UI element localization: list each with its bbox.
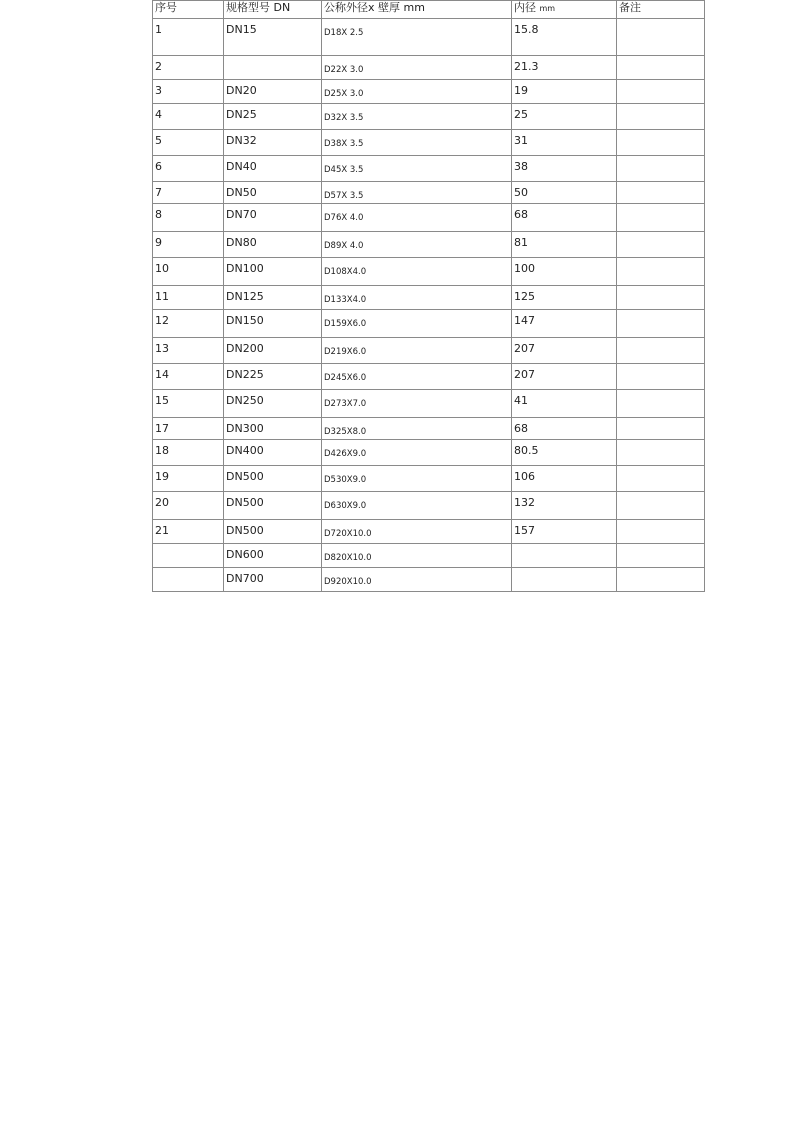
row-inner-cell: 38 [512,156,617,182]
row-remark-cell [617,232,705,258]
row-dn-cell: DN600 [224,544,322,568]
row-dn-cell: DN70 [224,204,322,232]
row-inner-cell: 207 [512,364,617,390]
table-row [153,56,705,80]
row-remark-cell [617,418,705,440]
table-row [153,568,705,592]
row-seq-cell: 9 [153,232,224,258]
row-spec-cell: D45X 3.5 [322,156,512,182]
row-spec-cell: D920X10.0 [322,568,512,592]
row-seq-cell: 4 [153,104,224,130]
row-remark-cell [617,258,705,286]
row-remark-cell [617,520,705,544]
row-inner-cell: 50 [512,182,617,204]
row-inner-cell: 106 [512,466,617,492]
row-inner-cell: 100 [512,258,617,286]
row-dn-cell: DN20 [224,80,322,104]
row-seq-cell: 3 [153,80,224,104]
row-remark-cell [617,130,705,156]
row-seq-cell [153,544,224,568]
row-remark-cell [617,204,705,232]
row-dn-cell: DN125 [224,286,322,310]
table-row [153,286,705,310]
row-remark-cell [617,390,705,418]
row-dn-cell: DN25 [224,104,322,130]
row-seq-cell: 7 [153,182,224,204]
table-row [153,156,705,182]
row-spec-cell: D720X10.0 [322,520,512,544]
row-spec-cell: D426X9.0 [322,440,512,466]
row-dn-cell: DN400 [224,440,322,466]
row-remark-cell [617,440,705,466]
row-inner-cell: 81 [512,232,617,258]
row-remark-cell [617,19,705,56]
row-dn-cell: DN100 [224,258,322,286]
row-spec-cell: D273X7.0 [322,390,512,418]
row-seq-cell: 6 [153,156,224,182]
table-row [153,80,705,104]
header-seq: 序号 [153,1,224,19]
row-remark-cell [617,182,705,204]
pipe-spec-table [152,0,705,592]
row-spec-cell: D325X8.0 [322,418,512,440]
row-seq-cell: 12 [153,310,224,338]
row-dn-cell: DN700 [224,568,322,592]
row-dn-cell: DN150 [224,310,322,338]
row-dn-cell: DN250 [224,390,322,418]
table-row [153,520,705,544]
row-inner-cell: 15.8 [512,19,617,56]
row-inner-cell: 25 [512,104,617,130]
row-remark-cell [617,492,705,520]
row-spec-cell: D76X 4.0 [322,204,512,232]
table-row [153,338,705,364]
row-spec-cell: D38X 3.5 [322,130,512,156]
row-seq-cell: 15 [153,390,224,418]
row-dn-cell [224,56,322,80]
row-inner-cell: 157 [512,520,617,544]
row-spec-cell: D108X4.0 [322,258,512,286]
row-dn-cell: DN500 [224,492,322,520]
row-seq-cell: 5 [153,130,224,156]
row-remark-cell [617,286,705,310]
header-spec: 公称外径x 壁厚 mm [322,1,512,19]
row-spec-cell: D820X10.0 [322,544,512,568]
header-inner-unit: mm [539,4,556,13]
row-spec-cell: D245X6.0 [322,364,512,390]
header-inner-label: 内径 [514,1,536,14]
row-inner-cell: 207 [512,338,617,364]
row-spec-cell: D159X6.0 [322,310,512,338]
row-remark-cell [617,56,705,80]
row-seq-cell: 14 [153,364,224,390]
row-remark-cell [617,80,705,104]
row-spec-cell: D133X4.0 [322,286,512,310]
row-spec-cell: D89X 4.0 [322,232,512,258]
header-remark: 备注 [617,1,705,19]
row-inner-cell: 125 [512,286,617,310]
header-inner [512,1,617,19]
row-inner-cell: 80.5 [512,440,617,466]
table-row [153,310,705,338]
row-spec-cell: D57X 3.5 [322,182,512,204]
row-dn-cell: DN500 [224,466,322,492]
table-row [153,440,705,466]
row-seq-cell: 18 [153,440,224,466]
table-row [153,204,705,232]
row-seq-cell: 10 [153,258,224,286]
row-seq-cell: 2 [153,56,224,80]
row-dn-cell: DN32 [224,130,322,156]
row-dn-cell: DN500 [224,520,322,544]
row-inner-cell: 132 [512,492,617,520]
row-seq-cell: 21 [153,520,224,544]
table-row [153,364,705,390]
row-dn-cell: DN225 [224,364,322,390]
row-spec-cell: D22X 3.0 [322,56,512,80]
row-inner-cell: 19 [512,80,617,104]
row-remark-cell [617,364,705,390]
row-remark-cell [617,338,705,364]
row-dn-cell: DN80 [224,232,322,258]
row-spec-cell: D219X6.0 [322,338,512,364]
row-inner-cell: 21.3 [512,56,617,80]
table-row [153,19,705,56]
table-header-row [153,1,705,19]
row-inner-cell: 31 [512,130,617,156]
row-seq-cell [153,568,224,592]
row-spec-cell: D25X 3.0 [322,80,512,104]
table-row [153,466,705,492]
row-spec-cell: D530X9.0 [322,466,512,492]
row-inner-cell: 41 [512,390,617,418]
row-seq-cell: 17 [153,418,224,440]
row-remark-cell [617,104,705,130]
row-seq-cell: 8 [153,204,224,232]
table-row [153,182,705,204]
row-inner-cell [512,568,617,592]
row-inner-cell [512,544,617,568]
row-spec-cell: D32X 3.5 [322,104,512,130]
row-dn-cell: DN50 [224,182,322,204]
row-remark-cell [617,544,705,568]
header-model: 规格型号 DN [224,1,322,19]
row-seq-cell: 13 [153,338,224,364]
row-seq-cell: 20 [153,492,224,520]
row-remark-cell [617,310,705,338]
row-spec-cell: D18X 2.5 [322,19,512,56]
row-dn-cell: DN300 [224,418,322,440]
row-remark-cell [617,466,705,492]
row-inner-cell: 147 [512,310,617,338]
row-dn-cell: DN200 [224,338,322,364]
row-remark-cell [617,568,705,592]
row-seq-cell: 11 [153,286,224,310]
row-inner-cell: 68 [512,204,617,232]
table-row [153,232,705,258]
row-spec-cell: D630X9.0 [322,492,512,520]
table-row [153,130,705,156]
row-seq-cell: 1 [153,19,224,56]
table-row [153,544,705,568]
table-row [153,104,705,130]
row-inner-cell: 68 [512,418,617,440]
row-seq-cell: 19 [153,466,224,492]
table-row [153,258,705,286]
row-dn-cell: DN15 [224,19,322,56]
table-row [153,418,705,440]
table-row [153,492,705,520]
table-body [153,19,705,592]
row-dn-cell: DN40 [224,156,322,182]
row-remark-cell [617,156,705,182]
table-row [153,390,705,418]
